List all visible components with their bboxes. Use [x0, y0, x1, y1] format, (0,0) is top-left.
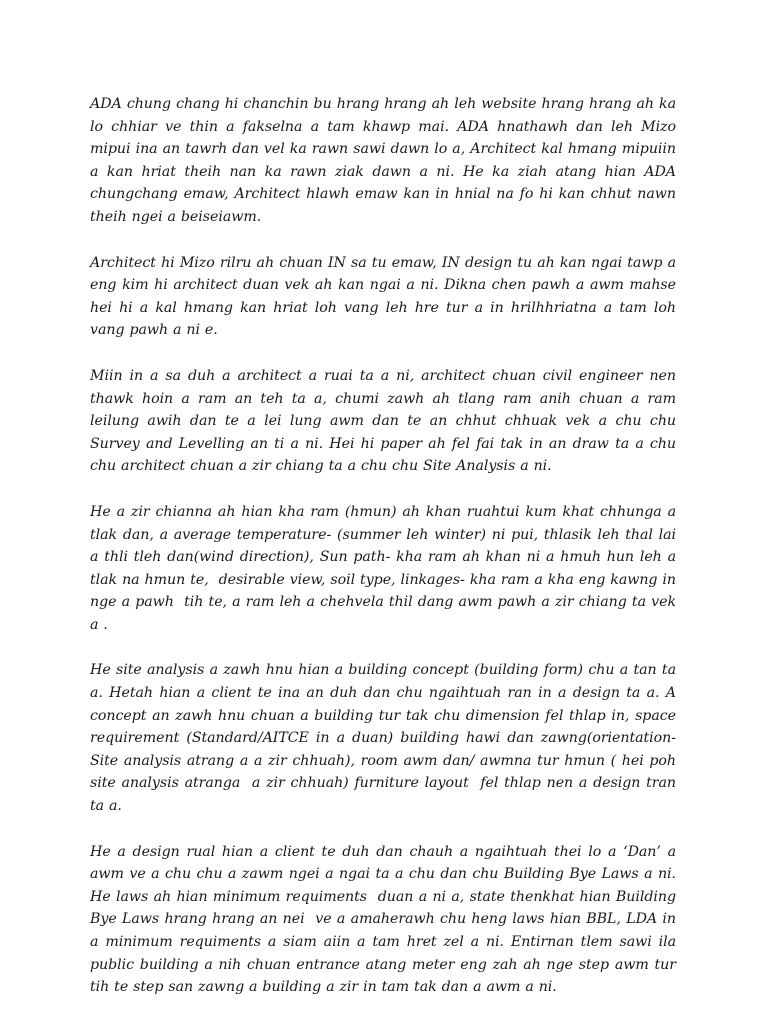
paragraph-2: Architect hi Mizo rilru ah chuan IN sa tu emaw, IN design tu ah kan ngai tawp a eng kim hi architect duan vek ah kan ngai a ni. Dikna chen pawh a awm mahse hei hi a kal hmang kan hriat loh vang leh hre tur a in hrilhhriatna a tam loh vang pawh a ni e.	[90, 254, 681, 339]
paragraph-4: He a zir chianna ah hian kha ram (hmun) ah khan ruahtui kum khat chhunga a tlak dan, a average temperature- (summer leh winter) ni pui, thlasik leh thal lai a thli tleh dan(wind direction), Sun path- kha ram ah khan ni a hmuh hun leh a tlak na hmun te, desirable view, soil type, linkages- kha ram a kha eng kawng in nge a pawh tih te, a ram leh a chehvela thil dang awm pawh a zir chiang ta vek a .	[90, 503, 681, 633]
paragraph-6: He a design rual hian a client te duh dan chauh a ngaihtuah thei lo a ‘Dan’ a awm ve a chu chu a zawm ngei a ngai ta a chu dan chu Building Bye Laws a ni. He laws ah hian minimum requiments duan a ni a, state thenkhat hian Building Bye Laws hrang hrang an nei ve a amaherawh chu heng laws hian BBL, LDA in a minimum requiments a siam aiin a tam hret zel a ni. Entirnan tlem sawi ila public building a nih chuan entrance atang meter eng zah ah nge step awm tur tih te step san zawng a building a zir in tam tak dan a awm a ni.	[90, 843, 681, 996]
paragraph-5: He site analysis a zawh hnu hian a building concept (building form) chu a tan ta a. Hetah hian a client te ina an duh dan chu ngaihtuah ran in a design ta a. A concept an zawh hnu chuan a building tur tak chu dimension fel thlap in, space requirement (Standard/AITCE in a duan) building hawi dan zawng(orientation- Site analysis atrang a a zir chhuah), room awm dan/ awmna tur hmun ( hei poh site analysis atranga a zir chhuah) furniture layout fel thlap nen a design tran ta a.	[90, 662, 681, 815]
paragraph-1: ADA chung chang hi chanchin bu hrang hrang ah leh website hrang hrang ah ka lo chhiar ve thin a fakselna a tam khawp mai. ADA hnathawh dan leh Mizo mipui ina an tawrh dan vel ka rawn sawi dawn lo a, Architect kal hmang mipuiin a kan hriat theih nan ka rawn ziak dawn a ni. He ka ziah atang hian ADA chungchang emaw, Architect hlawh emaw kan in hnial na fo hi kan chhut nawn theih ngei a beiseiawm.	[90, 96, 681, 225]
paragraph-3: Miin in a sa duh a architect a ruai ta a ni, architect chuan civil engineer nen thawk hoin a ram an teh ta a, chumi zawh ah tlang ram anih chuan a ram leilung awih dan te a lei lung awm dan te an chhut chhuak vek a chu chu Survey and Levelling an ti a ni. Hei hi paper ah fel fai tak in an draw ta a chu chu architect chuan a zir chiang ta a chu chu Site Analysis a ni.	[90, 367, 686, 475]
document-body	[90, 93, 686, 1022]
